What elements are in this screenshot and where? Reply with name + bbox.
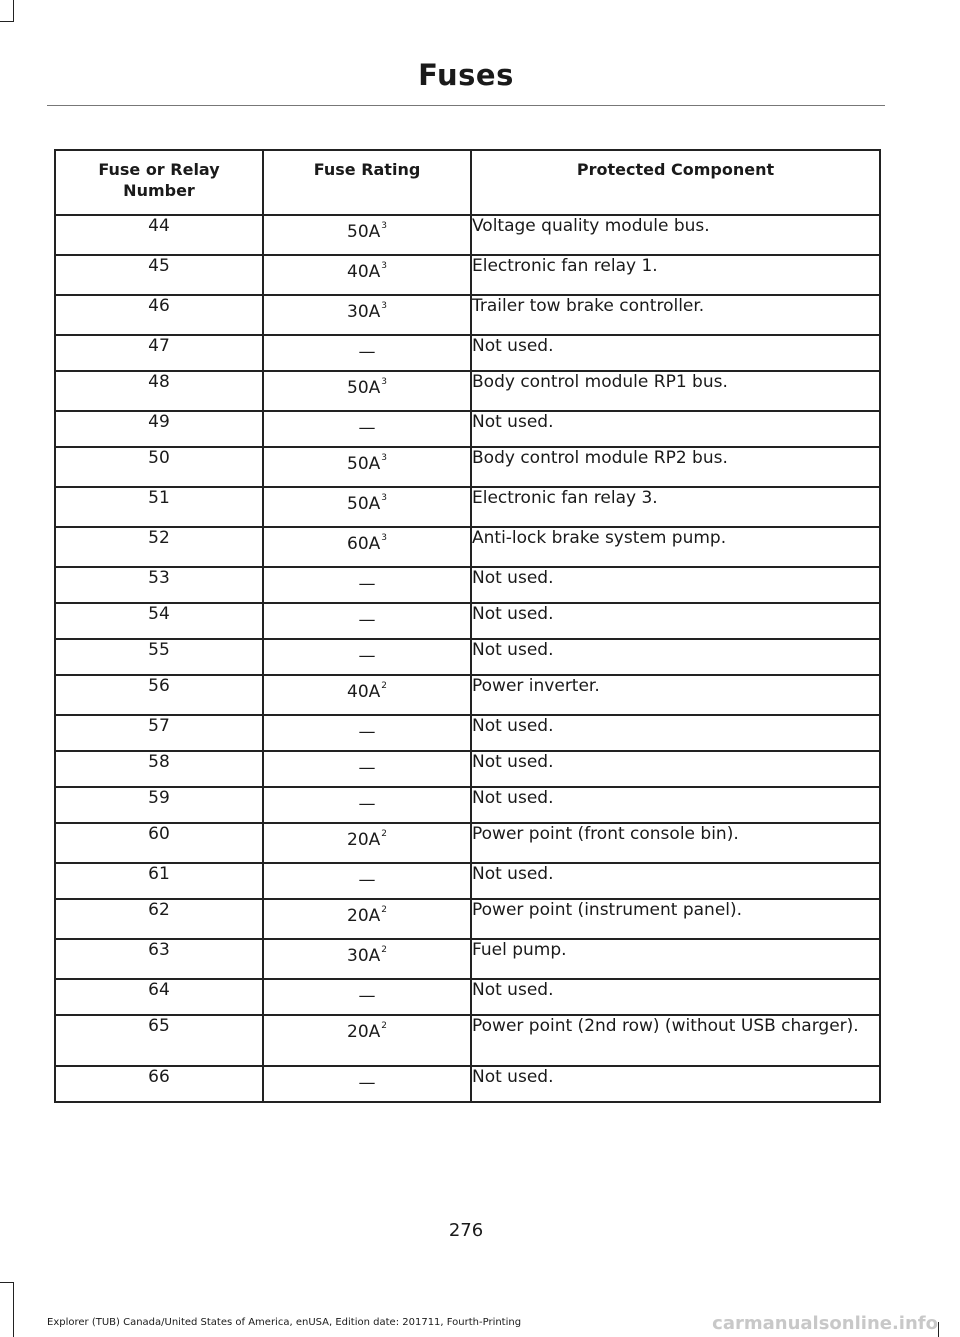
footnote-marker: 3 bbox=[381, 377, 387, 387]
protected-component: Body control module RP1 bus. bbox=[471, 371, 880, 411]
table-row bbox=[55, 335, 880, 371]
footnote-marker: 3 bbox=[381, 453, 387, 463]
fuse-rating-value: 20A bbox=[347, 906, 381, 926]
protected-component: Not used. bbox=[471, 335, 880, 371]
fuse-rating bbox=[263, 1066, 471, 1102]
fuse-rating-value: — bbox=[358, 986, 376, 1006]
fuse-number: 54 bbox=[55, 603, 263, 639]
watermark: carmanualsonline.info bbox=[712, 1313, 938, 1334]
table-row bbox=[55, 1015, 880, 1066]
table-row bbox=[55, 823, 880, 863]
fuse-rating-value: 50A bbox=[347, 454, 381, 474]
fuse-rating bbox=[263, 255, 471, 295]
table-row bbox=[55, 1066, 880, 1102]
fuse-number: 65 bbox=[55, 1015, 263, 1066]
header-protected-component: Protected Component bbox=[471, 150, 880, 215]
fuse-rating bbox=[263, 335, 471, 371]
footnote-marker: 2 bbox=[381, 1021, 387, 1031]
fuse-rating bbox=[263, 411, 471, 447]
crop-mark-bottom-left-vertical bbox=[13, 1282, 14, 1337]
table-row bbox=[55, 899, 880, 939]
footnote-marker: 3 bbox=[381, 221, 387, 231]
crop-mark-top-left-vertical bbox=[13, 0, 14, 22]
fuse-number: 57 bbox=[55, 715, 263, 751]
crop-mark-bottom-left-horizontal bbox=[0, 1282, 14, 1283]
fuse-rating-value: — bbox=[358, 870, 376, 890]
fuse-number: 55 bbox=[55, 639, 263, 675]
page-number: 276 bbox=[448, 1220, 484, 1241]
table-row bbox=[55, 411, 880, 447]
protected-component: Not used. bbox=[471, 1066, 880, 1102]
table-row bbox=[55, 603, 880, 639]
page-title: Fuses bbox=[418, 58, 514, 92]
table-row bbox=[55, 979, 880, 1015]
footnote-marker: 3 bbox=[381, 533, 387, 543]
protected-component: Body control module RP2 bus. bbox=[471, 447, 880, 487]
fuse-rating bbox=[263, 675, 471, 715]
footnote-marker: 2 bbox=[381, 945, 387, 955]
fuse-number: 51 bbox=[55, 487, 263, 527]
table-row bbox=[55, 787, 880, 823]
fuse-number: 66 bbox=[55, 1066, 263, 1102]
fuse-number: 53 bbox=[55, 567, 263, 603]
fuse-number: 62 bbox=[55, 899, 263, 939]
fuse-rating bbox=[263, 1015, 471, 1066]
fuse-number: 58 bbox=[55, 751, 263, 787]
fuse-number: 48 bbox=[55, 371, 263, 411]
protected-component: Anti-lock brake system pump. bbox=[471, 527, 880, 567]
fuse-rating-value: 20A bbox=[347, 830, 381, 850]
table-row bbox=[55, 447, 880, 487]
fuse-rating-value: 40A bbox=[347, 262, 381, 282]
footnote-marker: 2 bbox=[381, 681, 387, 691]
protected-component: Electronic fan relay 1. bbox=[471, 255, 880, 295]
fuse-rating bbox=[263, 527, 471, 567]
fuse-number: 60 bbox=[55, 823, 263, 863]
header-fuse-number bbox=[55, 150, 263, 215]
fuse-rating bbox=[263, 447, 471, 487]
fuse-rating-value: — bbox=[358, 418, 376, 438]
protected-component: Power point (instrument panel). bbox=[471, 899, 880, 939]
protected-component: Power point (2nd row) (without USB charger). bbox=[471, 1015, 880, 1066]
fuse-number: 44 bbox=[55, 215, 263, 255]
protected-component: Not used. bbox=[471, 603, 880, 639]
protected-component: Not used. bbox=[471, 639, 880, 675]
footnote-marker: 3 bbox=[381, 493, 387, 503]
fuse-rating-value: — bbox=[358, 646, 376, 666]
table-row bbox=[55, 939, 880, 979]
fuse-number: 52 bbox=[55, 527, 263, 567]
fuse-rating-value: — bbox=[358, 758, 376, 778]
fuse-rating-value: 50A bbox=[347, 494, 381, 514]
fuse-number: 61 bbox=[55, 863, 263, 899]
crop-mark-bottom-right-vertical bbox=[938, 1322, 939, 1337]
fuse-number: 64 bbox=[55, 979, 263, 1015]
protected-component: Not used. bbox=[471, 751, 880, 787]
footnote-marker: 3 bbox=[381, 301, 387, 311]
fuse-rating-value: 20A bbox=[347, 1022, 381, 1042]
fuse-rating bbox=[263, 787, 471, 823]
fuse-rating-value: — bbox=[358, 574, 376, 594]
fuse-rating bbox=[263, 295, 471, 335]
fuse-rating bbox=[263, 751, 471, 787]
fuse-rating-value: 60A bbox=[347, 534, 381, 554]
fuse-rating bbox=[263, 939, 471, 979]
protected-component: Not used. bbox=[471, 787, 880, 823]
fuse-rating bbox=[263, 603, 471, 639]
fuse-rating-value: — bbox=[358, 794, 376, 814]
fuse-rating-value: — bbox=[358, 342, 376, 362]
title-divider bbox=[47, 105, 885, 106]
fuse-number: 63 bbox=[55, 939, 263, 979]
protected-component: Trailer tow brake controller. bbox=[471, 295, 880, 335]
table-row bbox=[55, 751, 880, 787]
footnote-marker: 2 bbox=[381, 829, 387, 839]
fuse-rating-value: — bbox=[358, 1073, 376, 1093]
protected-component: Voltage quality module bus. bbox=[471, 215, 880, 255]
fuse-rating-value: 30A bbox=[347, 302, 381, 322]
protected-component: Not used. bbox=[471, 863, 880, 899]
crop-mark-top-left-horizontal bbox=[0, 21, 14, 22]
table-row bbox=[55, 675, 880, 715]
protected-component: Power point (front console bin). bbox=[471, 823, 880, 863]
fuse-rating bbox=[263, 639, 471, 675]
table-row bbox=[55, 371, 880, 411]
table-row bbox=[55, 863, 880, 899]
fuse-rating bbox=[263, 823, 471, 863]
footnote-marker: 3 bbox=[381, 261, 387, 271]
fuse-rating bbox=[263, 715, 471, 751]
fuse-number: 49 bbox=[55, 411, 263, 447]
protected-component: Not used. bbox=[471, 567, 880, 603]
table-row bbox=[55, 715, 880, 751]
fuse-rating-value: — bbox=[358, 722, 376, 742]
table-row bbox=[55, 527, 880, 567]
fuse-rating bbox=[263, 979, 471, 1015]
fuse-rating bbox=[263, 899, 471, 939]
fuse-rating bbox=[263, 215, 471, 255]
fuse-rating bbox=[263, 487, 471, 527]
header-fuse-number-text: Fuse or Relay Number bbox=[98, 160, 220, 200]
table-header-row bbox=[55, 150, 880, 215]
fuse-rating-value: — bbox=[358, 610, 376, 630]
fuse-number: 45 bbox=[55, 255, 263, 295]
table-row bbox=[55, 639, 880, 675]
fuse-rating-value: 50A bbox=[347, 222, 381, 242]
footer-edition-info: Explorer (TUB) Canada/United States of America, enUSA, Edition date: 201711, Fourth-Printing bbox=[47, 1317, 522, 1328]
fuse-table-body bbox=[55, 215, 880, 1102]
protected-component: Power inverter. bbox=[471, 675, 880, 715]
protected-component: Not used. bbox=[471, 411, 880, 447]
fuse-rating-value: 40A bbox=[347, 682, 381, 702]
fuse-rating bbox=[263, 863, 471, 899]
fuse-number: 59 bbox=[55, 787, 263, 823]
fuse-rating bbox=[263, 371, 471, 411]
fuse-number: 56 bbox=[55, 675, 263, 715]
fuse-number: 50 bbox=[55, 447, 263, 487]
protected-component: Not used. bbox=[471, 715, 880, 751]
fuse-rating-value: 30A bbox=[347, 946, 381, 966]
protected-component: Electronic fan relay 3. bbox=[471, 487, 880, 527]
table-row bbox=[55, 295, 880, 335]
table-row bbox=[55, 215, 880, 255]
protected-component: Not used. bbox=[471, 979, 880, 1015]
fuse-number: 46 bbox=[55, 295, 263, 335]
footnote-marker: 2 bbox=[381, 905, 387, 915]
header-fuse-rating: Fuse Rating bbox=[263, 150, 471, 215]
protected-component: Fuel pump. bbox=[471, 939, 880, 979]
fuse-rating-value: 50A bbox=[347, 378, 381, 398]
fuse-number: 47 bbox=[55, 335, 263, 371]
fuse-table bbox=[54, 149, 881, 1103]
table-row bbox=[55, 255, 880, 295]
table-row bbox=[55, 487, 880, 527]
table-row bbox=[55, 567, 880, 603]
fuse-rating bbox=[263, 567, 471, 603]
